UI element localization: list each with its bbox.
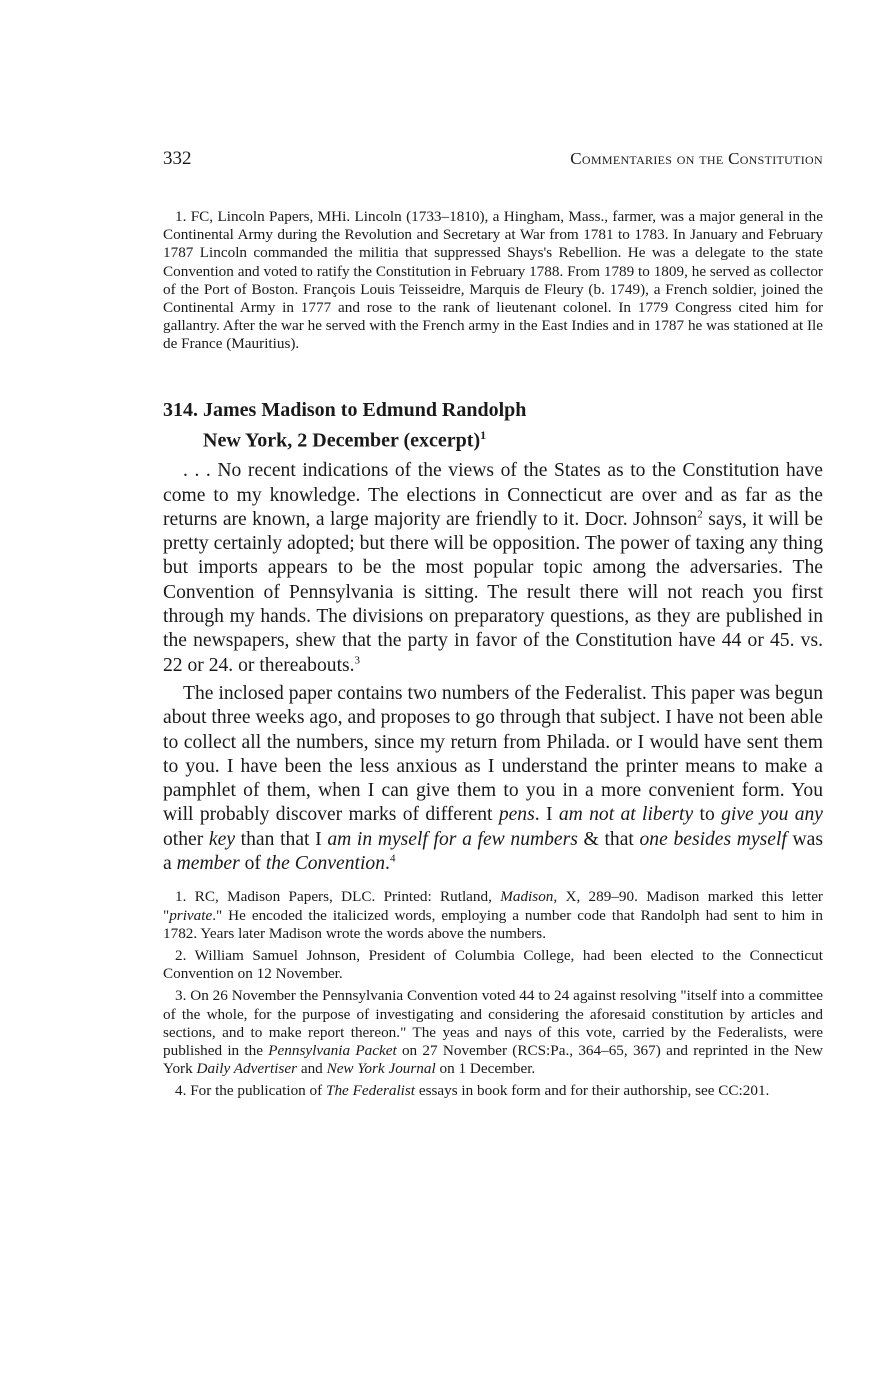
text-run: on 1 December. <box>435 1060 536 1078</box>
bottom-footnotes <box>163 888 823 1100</box>
text-run: than that I <box>235 828 328 850</box>
page <box>163 148 823 1105</box>
encoded-word: member <box>176 853 240 875</box>
text-run: . I <box>534 804 559 826</box>
italic-word: private <box>169 906 213 924</box>
text-run: 1. RC, Madison Papers, DLC. Printed: Rutland, <box>175 888 501 906</box>
text-run: 3. On 26 November the Pennsylvania Convention voted 44 to 24 against resolving "itself into a committee of the whole, for the purpose of investigating and considering the aforesaid constitution by articles and sections, and to make report thereon." The yeas and nays of this vote, carried by the Federalists, were published in the <box>163 987 823 1059</box>
top-footnotes <box>163 208 823 354</box>
text-run: and <box>297 1060 327 1078</box>
document-title <box>163 398 823 454</box>
italic-title: Daily Advertiser <box>196 1060 298 1078</box>
text-run: X, 289–90. Madison marked this letter " <box>163 888 823 924</box>
running-head: Commentaries on the Constitution <box>570 149 823 168</box>
encoded-word: key <box>208 828 236 850</box>
footnote: 1. FC, Lincoln Papers, MHi. Lincoln (1733–1810), a Hingham, Mass., farmer, was a major general in the Continental Army during the Revolution and Secretary at War from 1781 to 1783. In January and February 1787 Lincoln commanded the militia that suppressed Shays's Rebellion. He was a delegate to the state Convention and voted to ratify the Constitution in February 1788. From 1789 to 1809, he served as collector of the Port of Boston. François Louis Teisseidre, Marquis de Fleury (b. 1749), a French soldier, joined the Continental Army in 1777 and rose to the rank of lieutenant colonel. In 1779 Congress cited him for gallantry. After the war he served with the French army in the East Indies and in 1787 he was stationed at Ile de France (Mauritius). <box>163 208 823 353</box>
text-run: essays in book form and for their authorship, see CC:201. <box>415 1082 770 1100</box>
encoded-word: am in myself for a few numbers <box>327 828 578 850</box>
page-header <box>163 148 823 170</box>
text-run: was a <box>163 828 823 875</box>
encoded-word: one besides myself <box>639 828 787 850</box>
text-run: . . . No recent indications of the views of the States as to the Constitution have come to my knowledge. The elections in Connecticut are over and as far as the returns are known, a large majority are friendly to it. Docr. Johnson <box>163 460 823 530</box>
title-line-1: 314. James Madison to Edmund Randolph <box>163 398 527 421</box>
encoded-word: am not at liberty <box>558 804 694 826</box>
italic-title: The Federalist <box>326 1082 416 1100</box>
text-run: & that <box>577 828 640 850</box>
text-run: other <box>163 828 209 850</box>
text-run: to <box>693 804 722 826</box>
title-line-2 <box>163 423 823 454</box>
footnote-3 <box>163 987 823 1078</box>
footnote-1 <box>163 888 823 943</box>
text-run: says, it will be pretty certainly adopted; but there will be opposition. The power of taxing any thing but imports appears to be the most popular topic among the adversaries. The Convention of Pennsylvania is sitting. The result there will not reach you first through my hands. The divisions on preparatory questions, as they are published in the newspapers, shew that the party in favor of the Constitution have 44 or 45. vs. 22 or 24. or thereabouts. <box>163 508 823 676</box>
page-number: 332 <box>163 148 192 169</box>
italic-title: Pennsylvania Packet <box>268 1041 397 1059</box>
text-run: on 27 November (RCS:Pa., 364–65, 367) and reprinted in the New York <box>163 1041 823 1078</box>
text-run: The inclosed paper contains two numbers of the Federalist. This paper was begun about three weeks ago, and proposes to go through that subject. I have not been able to collect all the numbers, since my return from Philada. or I would have sent them to you. I have been the less anxious as I understand the printer means to make a pamphlet of them, when I can give them to you in a more convenient form. You will probably discover marks of different <box>163 682 824 826</box>
text-run: ." He encoded the italicized words, employing a number code that Randolph had sent to him in 1782. Years later Madison wrote the words above the numbers. <box>163 906 823 942</box>
encoded-word: the Convention <box>265 853 386 875</box>
text-run: 4. For the publication of <box>175 1082 327 1100</box>
footnote-4 <box>163 1082 823 1100</box>
text-run: . <box>385 853 390 875</box>
letter-paragraph-1 <box>163 459 823 678</box>
note-ref: 4 <box>389 852 396 865</box>
footnote-2: 2. William Samuel Johnson, President of Columbia College, had been elected to the Connecticut Convention on 12 November. <box>163 946 823 983</box>
text-run: of <box>239 853 266 875</box>
note-ref: 1 <box>480 427 487 442</box>
note-ref: 3 <box>354 654 361 667</box>
letter-paragraph-2 <box>163 682 823 876</box>
encoded-word: give you any <box>721 804 823 826</box>
encoded-word: pens <box>498 804 535 826</box>
title-place-date: New York, 2 December (excerpt) <box>203 429 481 452</box>
note-ref: 2 <box>697 508 703 521</box>
italic-title: Madison, <box>500 888 558 906</box>
italic-title: New York Journal <box>326 1060 436 1078</box>
